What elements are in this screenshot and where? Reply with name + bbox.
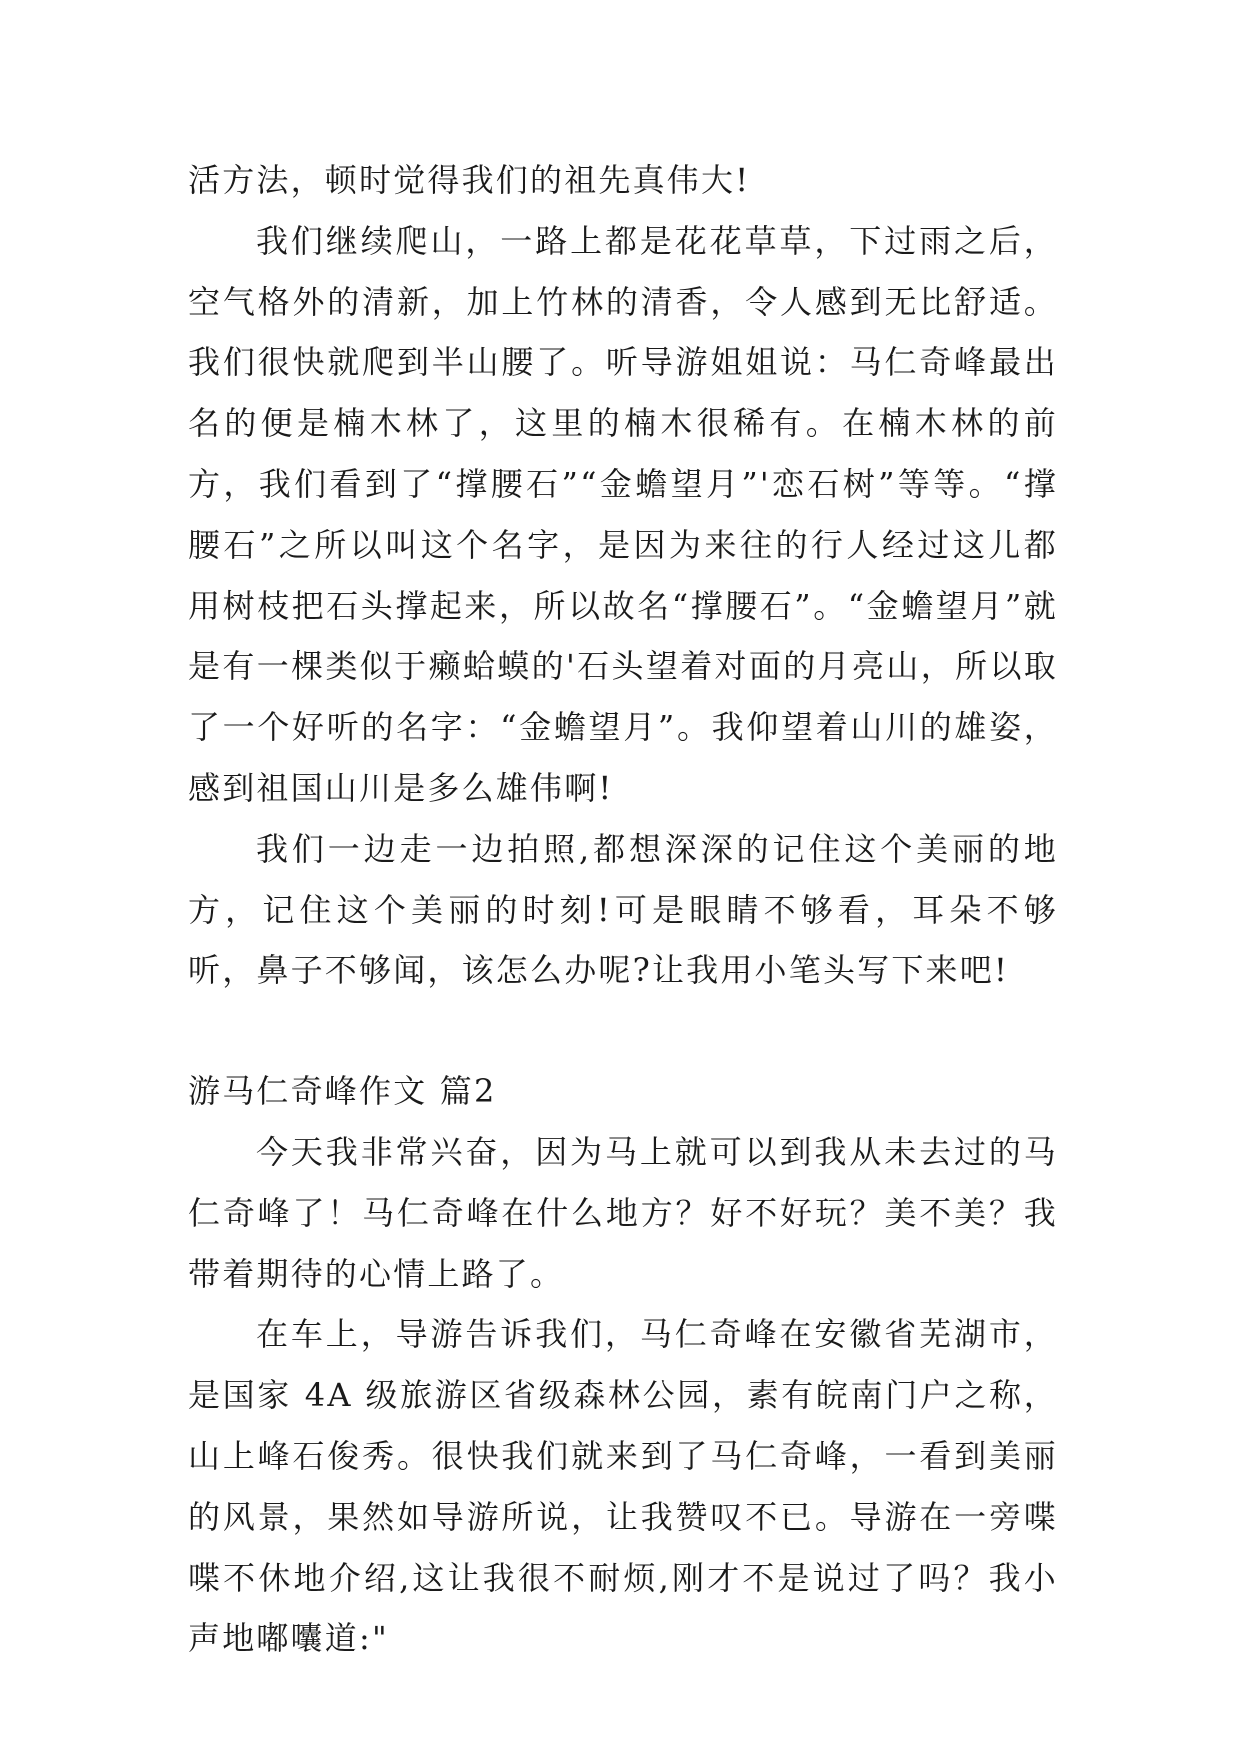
paragraph: 在车上，导游告诉我们，马仁奇峰在安徽省芜湖市，是国家 4A 级旅游区省级森林公园，素有皖南门户之称，山上峰石俊秀。很快我们就来到了马仁奇峰，一看到美丽的风景，果然如导游所说，让我赞叹不已。导游在一旁喋喋不休地介绍,这让我很不耐烦,刚才不是说过了吗？我小声地嘟囔道:" — [188, 1315, 1058, 1658]
paragraph-continuation: 活方法，顿时觉得我们的祖先真伟大! — [188, 161, 751, 199]
paragraph: 今天我非常兴奋，因为马上就可以到我从未去过的马仁奇峰了！马仁奇峰在什么地方？好不好玩？美不美？我带着期待的心情上路了。 — [188, 1132, 1058, 1293]
section-heading: 游马仁奇峰作文 篇2 — [188, 1072, 497, 1111]
paragraph: 我们继续爬山，一路上都是花花草草，下过雨之后，空气格外的清新，加上竹林的清香，令人感到无比舒适。我们很快就爬到半山腰了。听导游姐姐说：马仁奇峰最出名的便是楠木林了，这里的楠木很稀有。在楠木林的前方，我们看到了“撑腰石”“金蟾望月”'恋石树”等等。“撑腰石”之所以叫这个名字，是因为来往的行人经过这儿都用树枝把石头撑起来，所以故名“撑腰石”。“金蟾望月”就是有一棵类似于癞蛤蟆的'石头望着对面的月亮山，所以取了一个好听的名字：“金蟾望月”。我仰望着山川的雄姿，感到祖国山川是多么雄伟啊! — [188, 221, 1058, 807]
document-body — [188, 150, 1058, 1669]
paragraph: 我们一边走一边拍照,都想深深的记住这个美丽的地方，记住这个美丽的时刻!可是眼睛不够看，耳朵不够听，鼻子不够闻，该怎么办呢?让我用小笔头写下来吧! — [188, 829, 1058, 990]
